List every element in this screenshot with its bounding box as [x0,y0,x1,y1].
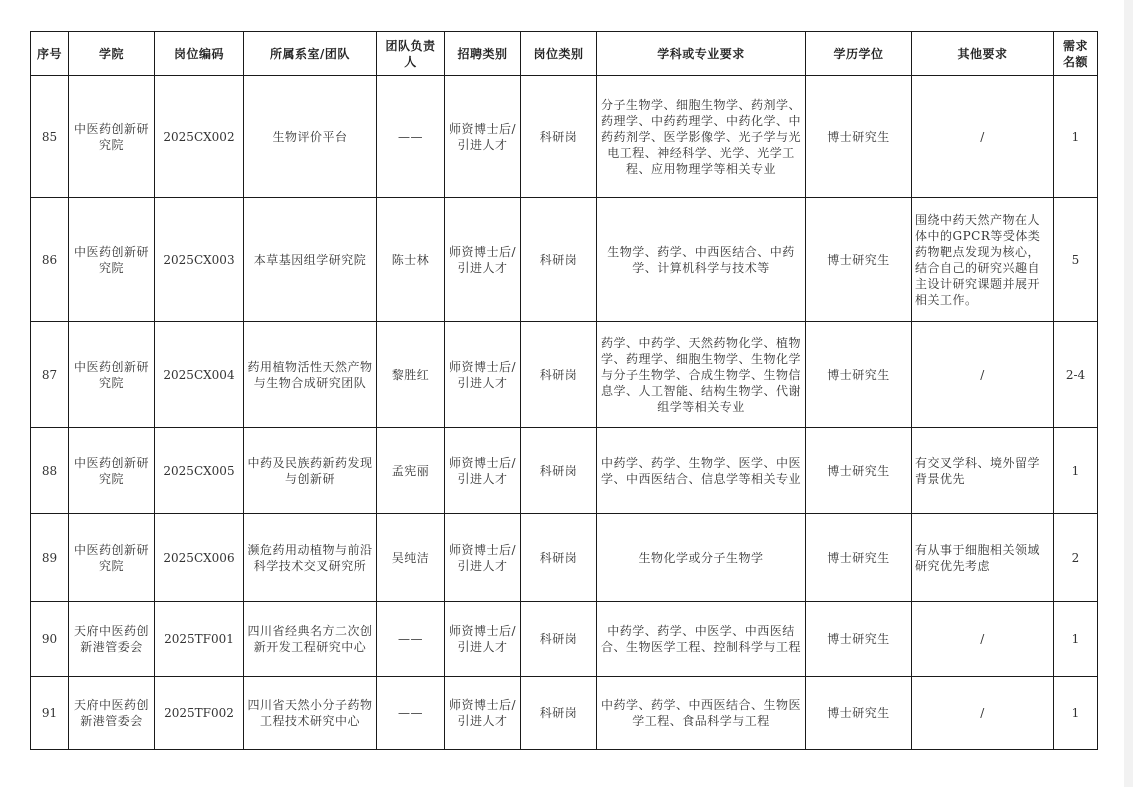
cell-dept: 中药及民族药新药发现与创新研 [244,428,377,514]
cell-degree: 博士研究生 [806,428,912,514]
header-row [31,32,1098,76]
cell-dept: 四川省天然小分子药物工程技术研究中心 [244,677,377,750]
cell-college: 中医药创新研究院 [69,428,155,514]
cell-code: 2025CX003 [155,198,244,322]
cell-degree: 博士研究生 [806,198,912,322]
header-other: 其他要求 [912,32,1054,76]
cell-code: 2025CX004 [155,322,244,428]
cell-leader: —— [377,76,445,198]
cell-major: 中药学、药学、中西医结合、生物医学工程、食品科学与工程 [597,677,806,750]
cell-type: 师资博士后/引进人才 [445,428,521,514]
header-quota: 需求名额 [1054,32,1098,76]
header-major: 学科或专业要求 [597,32,806,76]
cell-leader: 孟宪丽 [377,428,445,514]
cell-college: 天府中医药创新港管委会 [69,602,155,677]
cell-seq: 87 [31,322,69,428]
cell-quota: 2 [1054,514,1098,602]
cell-seq: 88 [31,428,69,514]
table-row [31,322,1098,428]
cell-college: 中医药创新研究院 [69,322,155,428]
cell-quota: 1 [1054,677,1098,750]
cell-major: 生物化学或分子生物学 [597,514,806,602]
table-row [31,677,1098,750]
cell-other: / [912,677,1054,750]
cell-quota: 5 [1054,198,1098,322]
cell-type: 师资博士后/引进人才 [445,677,521,750]
cell-dept: 本草基因组学研究院 [244,198,377,322]
cell-category: 科研岗 [521,677,597,750]
cell-leader: —— [377,677,445,750]
cell-dept: 药用植物活性天然产物与生物合成研究团队 [244,322,377,428]
cell-major: 生物学、药学、中西医结合、中药学、计算机科学与技术等 [597,198,806,322]
header-seq: 序号 [31,32,69,76]
header-degree: 学历学位 [806,32,912,76]
cell-college: 天府中医药创新港管委会 [69,677,155,750]
cell-other: / [912,76,1054,198]
cell-college: 中医药创新研究院 [69,198,155,322]
cell-category: 科研岗 [521,76,597,198]
cell-leader: 吴纯洁 [377,514,445,602]
cell-type: 师资博士后/引进人才 [445,514,521,602]
cell-type: 师资博士后/引进人才 [445,602,521,677]
cell-dept: 四川省经典名方二次创新开发工程研究中心 [244,602,377,677]
cell-degree: 博士研究生 [806,76,912,198]
cell-quota: 1 [1054,428,1098,514]
cell-other: / [912,602,1054,677]
header-code: 岗位编码 [155,32,244,76]
cell-quota: 1 [1054,76,1098,198]
table-row [31,76,1098,198]
cell-other: 有从事于细胞相关领域研究优先考虑 [912,514,1054,602]
cell-major: 中药学、药学、中医学、中西医结合、生物医学工程、控制科学与工程 [597,602,806,677]
table-row [31,602,1098,677]
cell-code: 2025TF002 [155,677,244,750]
cell-dept: 生物评价平台 [244,76,377,198]
cell-code: 2025CX006 [155,514,244,602]
cell-college: 中医药创新研究院 [69,76,155,198]
cell-degree: 博士研究生 [806,514,912,602]
cell-other: 有交叉学科、境外留学背景优先 [912,428,1054,514]
cell-category: 科研岗 [521,602,597,677]
cell-category: 科研岗 [521,322,597,428]
cell-major: 中药学、药学、生物学、医学、中医学、中西医结合、信息学等相关专业 [597,428,806,514]
cell-code: 2025CX005 [155,428,244,514]
header-category: 岗位类别 [521,32,597,76]
cell-major: 分子生物学、细胞生物学、药剂学、药理学、中药药理学、中药化学、中药药剂学、医学影像学、光子学与光电工程、神经科学、光学、光学工程、应用物理学等相关专业 [597,76,806,198]
table-row [31,514,1098,602]
cell-quota: 1 [1054,602,1098,677]
cell-leader: —— [377,602,445,677]
header-type: 招聘类别 [445,32,521,76]
cell-seq: 85 [31,76,69,198]
cell-type: 师资博士后/引进人才 [445,322,521,428]
cell-leader: 陈士林 [377,198,445,322]
cell-seq: 86 [31,198,69,322]
cell-degree: 博士研究生 [806,677,912,750]
cell-seq: 89 [31,514,69,602]
table-row [31,198,1098,322]
cell-dept: 濒危药用动植物与前沿科学技术交叉研究所 [244,514,377,602]
cell-category: 科研岗 [521,198,597,322]
cell-other: / [912,322,1054,428]
cell-seq: 91 [31,677,69,750]
cell-seq: 90 [31,602,69,677]
header-dept: 所属系室/团队 [244,32,377,76]
cell-major: 药学、中药学、天然药物化学、植物学、药理学、细胞生物学、生物化学与分子生物学、合成生物学、生物信息学、人工智能、结构生物学、代谢组学等相关专业 [597,322,806,428]
cell-code: 2025TF001 [155,602,244,677]
header-college: 学院 [69,32,155,76]
cell-other: 围绕中药天然产物在人体中的GPCR等受体类药物靶点发现为核心，结合自己的研究兴趣自主设计研究课题并展开相关工作。 [912,198,1054,322]
cell-degree: 博士研究生 [806,322,912,428]
cell-category: 科研岗 [521,514,597,602]
header-leader: 团队负责人 [377,32,445,76]
recruitment-table [30,31,1098,750]
cell-college: 中医药创新研究院 [69,514,155,602]
cell-leader: 黎胜红 [377,322,445,428]
cell-quota: 2-4 [1054,322,1098,428]
table-row [31,428,1098,514]
cell-type: 师资博士后/引进人才 [445,198,521,322]
cell-category: 科研岗 [521,428,597,514]
cell-degree: 博士研究生 [806,602,912,677]
cell-type: 师资博士后/引进人才 [445,76,521,198]
cell-code: 2025CX002 [155,76,244,198]
